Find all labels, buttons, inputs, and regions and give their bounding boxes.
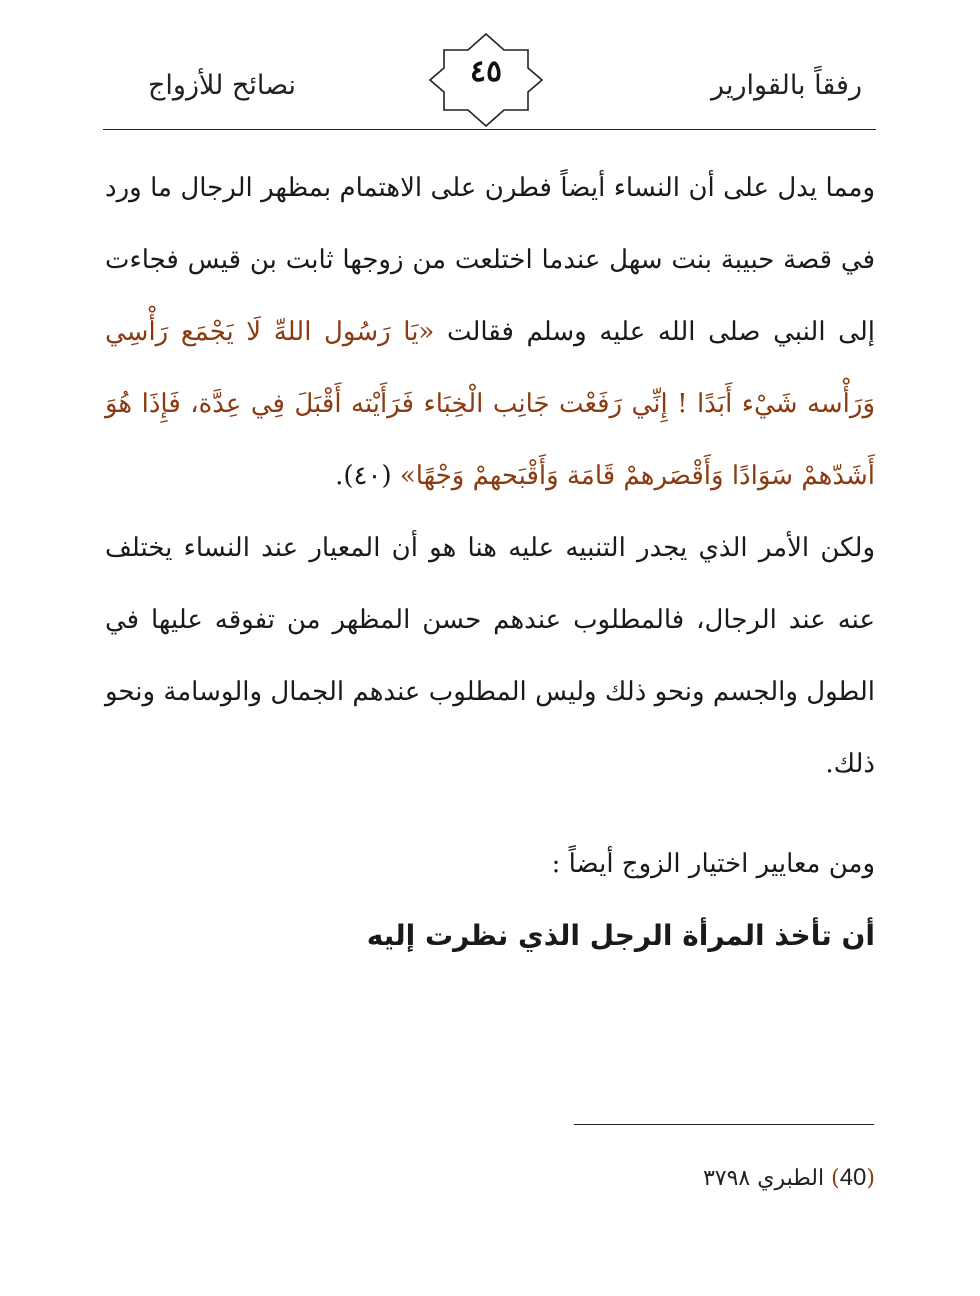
running-title-right: رفقاً بالقوارير (711, 70, 862, 101)
paragraph-2: ولكن الأمر الذي يجدر التنبيه عليه هنا هو أن المعيار عند النساء يختلف عنه عند الرجال، فالمطلوب عندهم حسن المظهر من تفوقه عليها في الطول والجسم ونحو ذلك وليس المطلوب عندهم الجمال والوسامة ونحو ذلك. (105, 533, 875, 779)
footnote-open-paren: ( (866, 1166, 875, 1191)
footnote-text: الطبري ٣٧٩٨ (702, 1166, 832, 1191)
running-title-left: نصائح للأزواج (148, 70, 297, 101)
hadith-quote: «يَا رَسُول اللهِّ لَا يَجْمَع رَأْسِي وَرَأْسه شَيْء أَبَدًا ! إِنِّي رَفَعْت جَانِب الْخِبَاء فَرَأَيْته أَقْبَلَ فِي عِدَّة، فَإِذَا هُوَ أَشَدّهمْ سَوَادًا وَأَقْصَرهمْ قَامَة وَأَقْبَحهمْ وَجْهًا» (105, 317, 876, 491)
footnote-number: 40 (839, 1164, 867, 1191)
body-text (105, 152, 875, 972)
paragraph-1 (105, 152, 875, 512)
section-heading: أن تأخذ المرأة الرجل الذي نظرت إليه (366, 919, 875, 952)
footnote-divider (574, 1124, 874, 1125)
footnote-close-paren: ) (831, 1166, 840, 1191)
criteria-intro: ومن معايير اختيار الزوج أيضاً : (551, 849, 875, 879)
paragraph-spacer (105, 800, 875, 828)
header-divider (103, 129, 876, 130)
page-number: ٤٥ (469, 54, 503, 89)
page-number-badge (428, 32, 544, 128)
paragraph-1-lead: ومما يدل على أن النساء أيضاً فطرن على الاهتمام بمظهر الرجال ما ورد في قصة حبيبة بنت سهل عندما اختلعت من زوجها ثابت بن قيس فجاءت إلى النبي صلى الله عليه وسلم فقالت (105, 173, 875, 347)
footnote-reference: (٤٠). (335, 461, 400, 491)
footnote (703, 1164, 875, 1192)
